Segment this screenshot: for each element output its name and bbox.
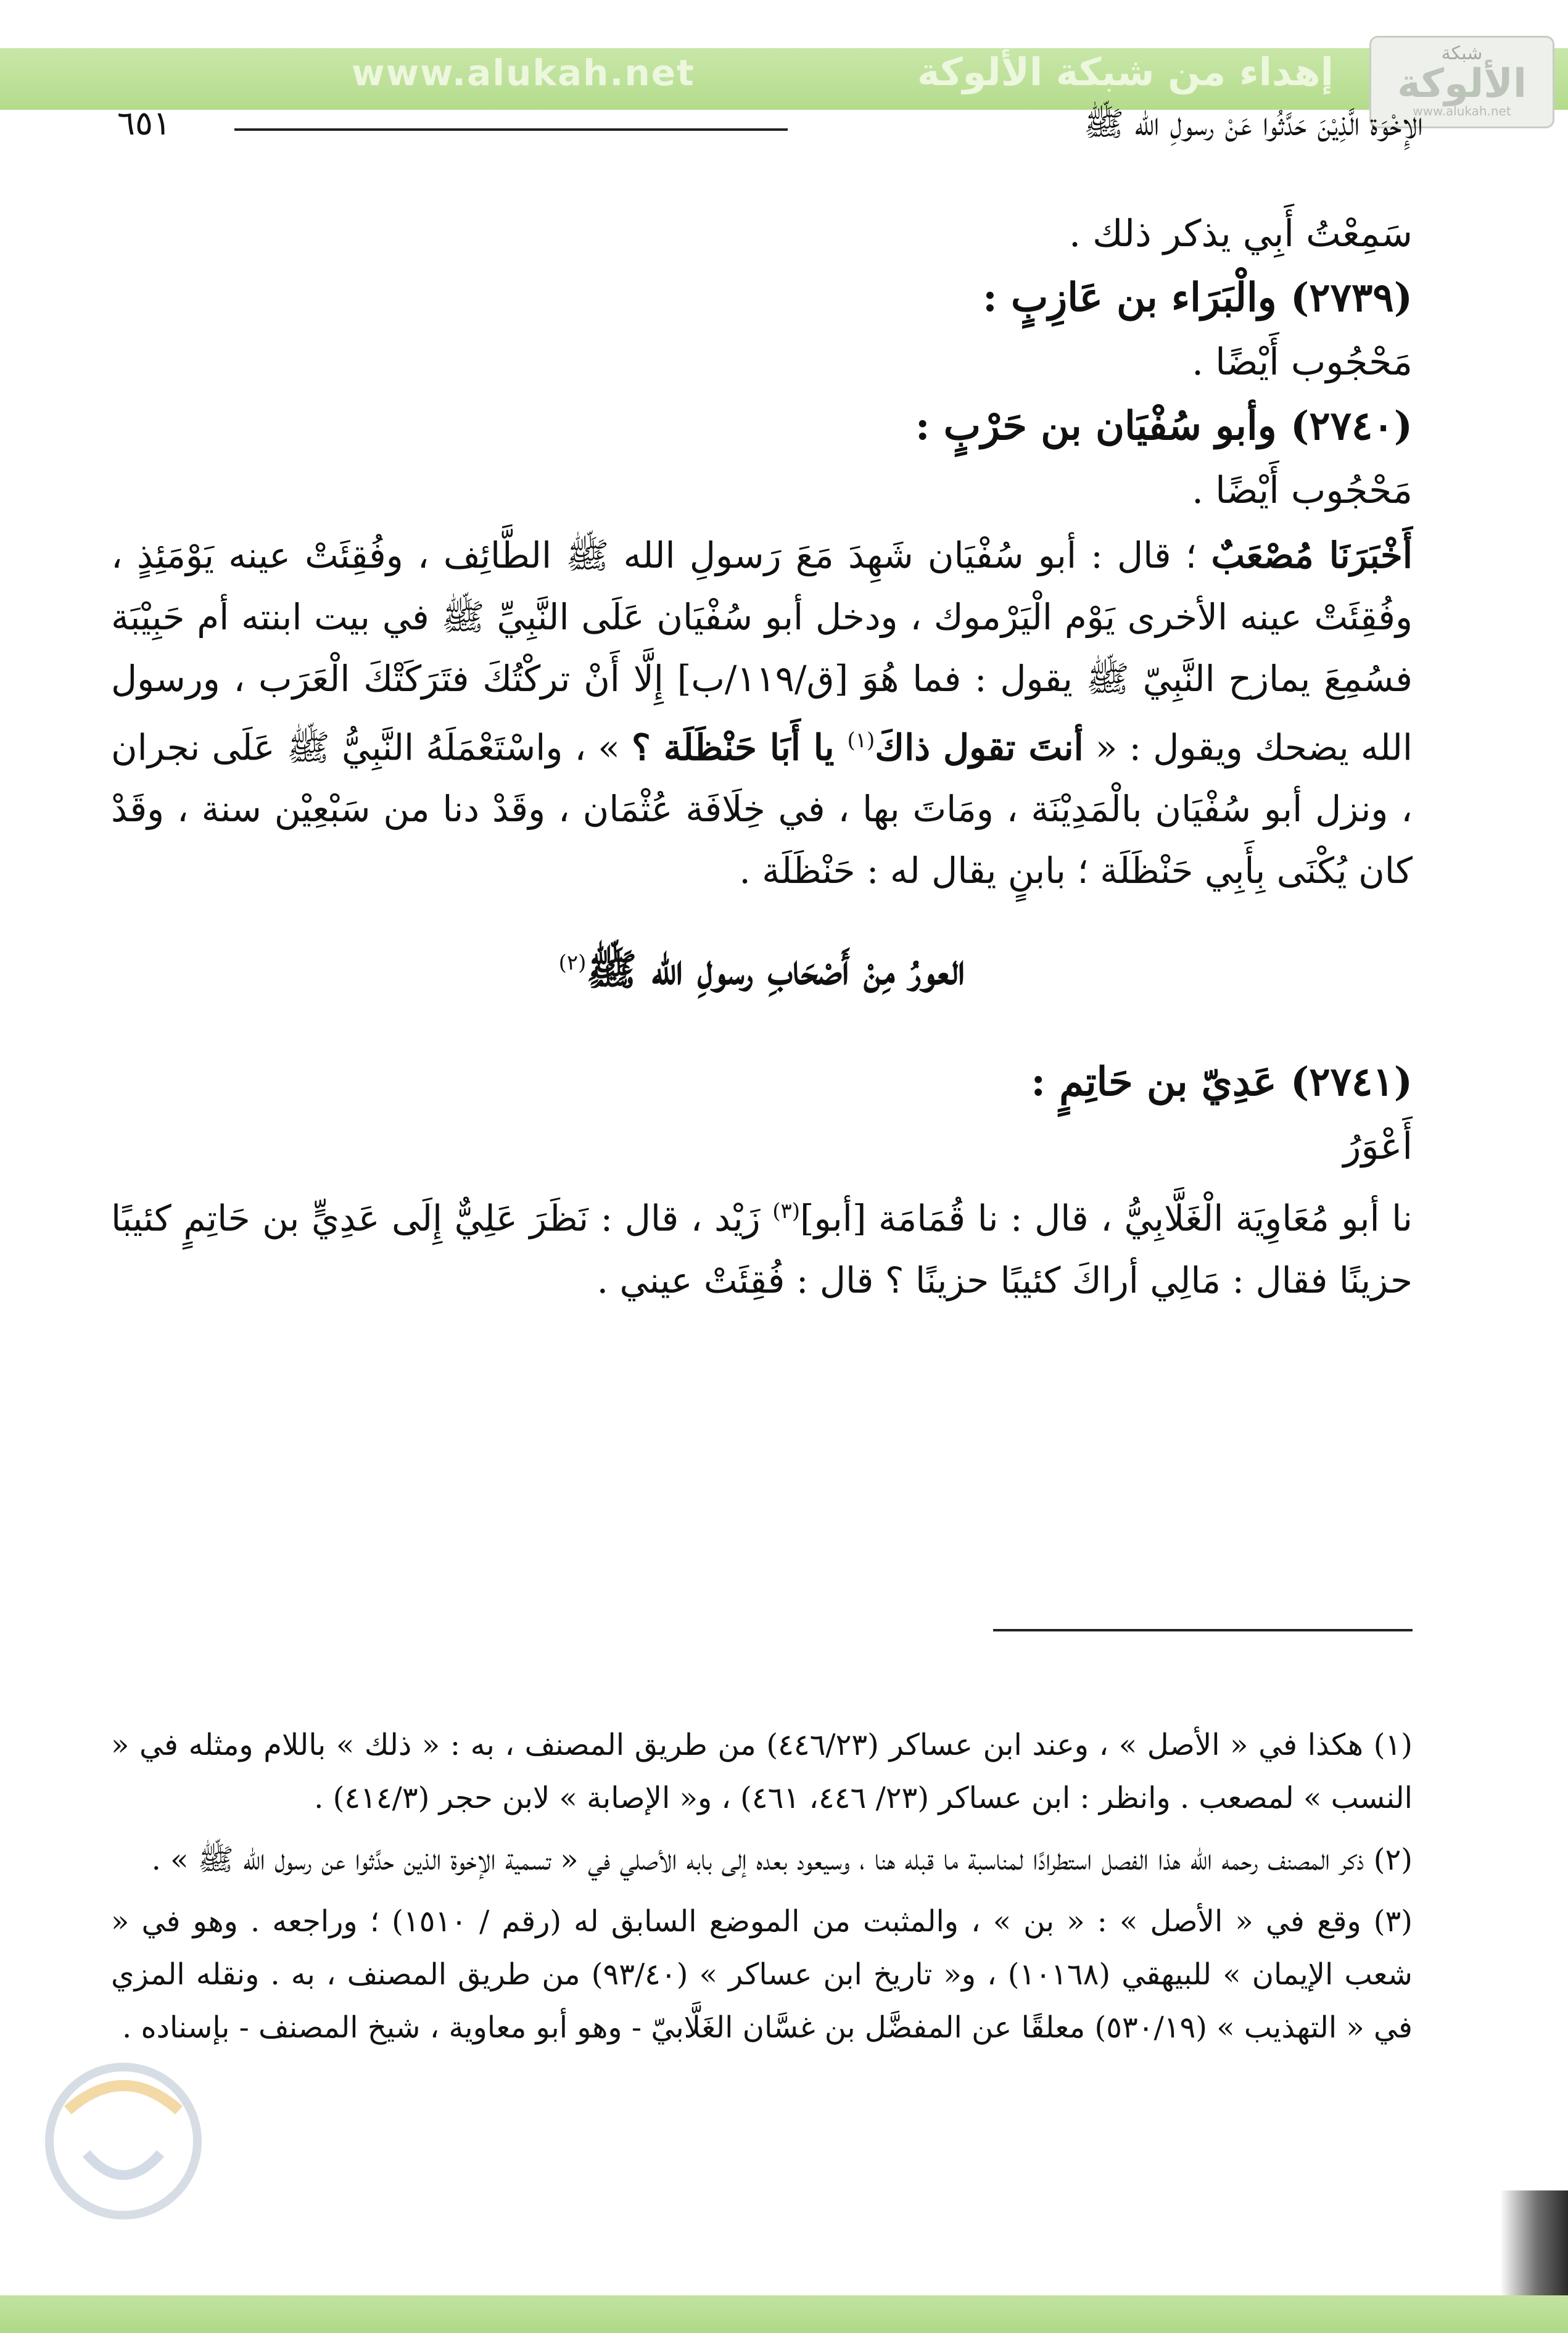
- section-title-text: العورُ مِنْ أَصْحَابِ رسولِ الله ﷺ: [586, 945, 965, 995]
- abu-sufyan-paragraph: [111, 524, 1413, 901]
- paragraph-body-1: ؛ قال : أبو سُفْيَان شَهِدَ مَعَ رَسولِ الله ﷺ الطَّائِف ، وفُقِئَتْ عينه يَوْمَئِذٍ ، وفُقِئَتْ عينه الأخرى يَوْم الْيَرْموك ، ودخل أبو سُفْيَان عَلَى النَّبِيِّ ﷺ في بيت ابنته أم حَبِيْبَة فسُمِعَ يمازح النَّبِيّ ﷺ يقول : فما هُوَ [ق/١١٩/ب] إِلَّا أَنْ تركْتُكَ فتَرَكَتْكَ الْعَرَب ، ورسول الله يضحك ويقول : «: [111, 534, 1413, 769]
- page-number: ٦٥١: [117, 104, 171, 143]
- faded-publisher-logo: [25, 2036, 222, 2240]
- entry-text-2740: مَحْجُوب أَيْضًا .: [1192, 469, 1413, 512]
- logo-main-text: الألوكة: [1397, 61, 1527, 107]
- logo-small-text: شبكة: [1441, 43, 1483, 64]
- footnote-1: (١) هكذا في « الأصل » ، وعند ابن عساكر (٤٤٦/٢٣) من طريق المصنف ، به : « ذلك » باللام ومثله في « النسب » لمصعب . وانظر : ابن عساكر (٢٣/ ٤٤٦، ٤٦١) ، و« الإصابة » لابن حجر (٤١٤/٣) .: [111, 1728, 1413, 1815]
- footnotes: [111, 1718, 1413, 2063]
- adi-paragraph-part-2: زَيْد ، قال : نَظَرَ عَلِيٌّ إِلَى عَدِيٍّ بن حَاتِمٍ كئيبًا حزينًا فقال : مَالِي أراكَ كئيبًا حزينًا ؟ قال : فُقِئَتْ عيني .: [111, 1197, 1413, 1301]
- entry-note-2741: أَعْوَرُ: [1343, 1125, 1413, 1169]
- main-text: [111, 204, 1413, 1311]
- running-title: الإِخْوَة الَّذِيْنَ حَدَّثُوا عَنْ رسولِ الله ﷺ: [1083, 104, 1423, 143]
- bottom-strip: [0, 2295, 1568, 2333]
- entry-heading-2739: (٢٧٣٩) والْبَرَاء بن عَازِبٍ :: [983, 275, 1413, 321]
- footnote-ref-1: (١): [847, 728, 875, 753]
- prophet-quote: أنتَ تقول ذاكَ: [875, 726, 1084, 769]
- paragraph-lead: أَخْبَرَنَا مُصْعَبٌ: [1211, 534, 1413, 576]
- header-rule: [234, 128, 788, 131]
- entry-text-2739: مَحْجُوب أَيْضًا .: [1192, 341, 1413, 384]
- entry-heading-2741: (٢٧٤١) عَدِيّ بن حَاتِمٍ :: [1031, 1059, 1413, 1106]
- watermark-site-url: www.alukah.net: [352, 52, 695, 94]
- footnote-2: (٢) ذكر المصنف رحمه الله هذا الفصل استطرادًا لمناسبة ما قبله هنا ، وسيعود بعده إلى بابه الأصلي في « تسمية الإخوة الذين حدَّثوا عن رسول الله ﷺ » .: [151, 1842, 1413, 1877]
- footnote-ref-2: (٢): [558, 950, 587, 976]
- running-header: [117, 104, 1423, 153]
- section-title: [111, 945, 1413, 1005]
- page-edge-shadow: [1500, 2190, 1568, 2295]
- logo-url-text: www.alukah.net: [1413, 104, 1511, 118]
- text-line-heard-father: سَمِعْتُ أَبِي يذكر ذلك .: [1069, 212, 1413, 255]
- prophet-quote-2: يا أَبَا حَنْظَلَة ؟: [632, 726, 848, 769]
- paragraph-body-2: » ، واسْتَعْمَلَهُ النَّبِيُّ ﷺ عَلَى نجران ، ونزل أبو سُفْيَان بالْمَدِيْنَة ، ومَاتَ بها ، في خِلَافَة عُثْمَان ، وقَدْ دنا من سَبْعِيْن سنة ، وقَدْ كان يُكْنَى بِأَبِي حَنْظَلَة ؛ بابنٍ يقال له : حَنْظَلَة .: [111, 726, 1413, 892]
- entry-heading-2740: (٢٧٤٠) وأبو سُفْيَان بن حَرْبٍ :: [915, 403, 1413, 449]
- watermark-gift-text: إهداء من شبكة الألوكة: [917, 49, 1334, 94]
- adi-paragraph-part-1: نا أبو مُعَاوِيَة الْغَلَّابِيُّ ، قال : نا قُمَامَة [أبو]: [800, 1197, 1413, 1240]
- footnote-rule: [993, 1629, 1413, 1631]
- watermark-banner: [0, 48, 1568, 110]
- adi-paragraph: [111, 1180, 1413, 1311]
- footnote-3: (٣) وقع في « الأصل » : « بن » ، والمثبت من الموضع السابق له (رقم / ١٥١٠) ؛ وراجعه . وهو في « شعب الإيمان » للبيهقي (١٠١٦٨) ، و« تاريخ ابن عساكر » (٩٣/٤٠) من طريق المصنف ، به . ونقله المزي في « التهذيب » (٥٣٠/١٩) معلقًا عن المفضَّل بن غسَّان الغَلَّابيّ - وهو أبو معاوية ، شيخ المصنف - بإسناده .: [111, 1904, 1413, 2045]
- footnote-ref-3: (٣): [772, 1199, 801, 1224]
